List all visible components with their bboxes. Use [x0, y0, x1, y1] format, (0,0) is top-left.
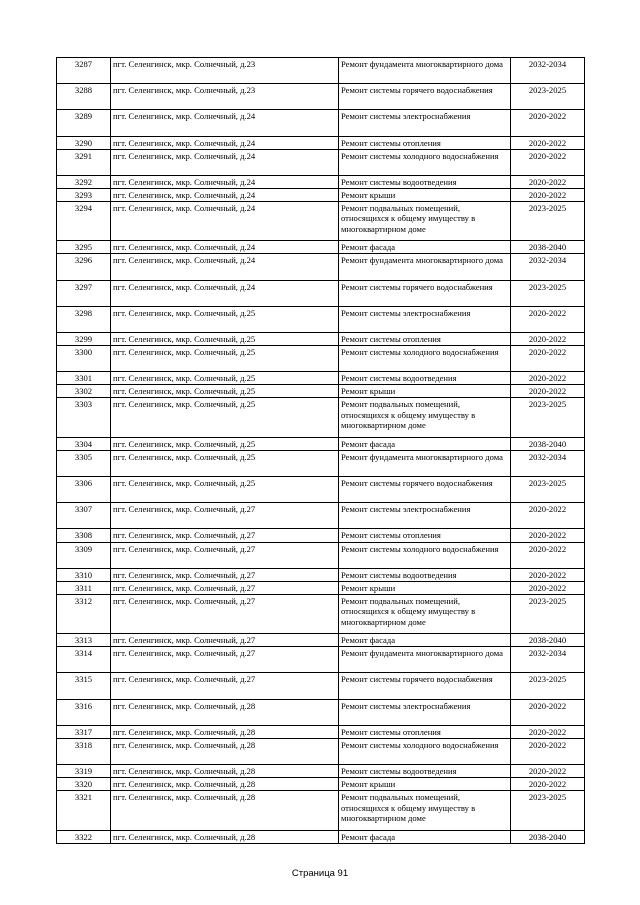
row-number: 3319 — [57, 765, 111, 778]
address-cell: пгт. Селенгинск, мкр. Солнечный, д.27 — [111, 594, 339, 633]
table-row — [57, 594, 585, 633]
work-type-cell: Ремонт крыши — [339, 778, 511, 791]
address-cell: пгт. Селенгинск, мкр. Солнечный, д.25 — [111, 450, 339, 476]
work-type-cell: Ремонт подвальных помещений, относящихся к общему имуществу в многоквартирном доме — [339, 398, 511, 437]
row-number: 3311 — [57, 581, 111, 594]
address-cell: пгт. Селенгинск, мкр. Солнечный, д.25 — [111, 477, 339, 503]
work-type-cell: Ремонт фасада — [339, 437, 511, 450]
period-cell: 2020-2022 — [511, 332, 585, 345]
period-cell: 2023-2025 — [511, 594, 585, 633]
period-cell: 2023-2025 — [511, 791, 585, 830]
table-row — [57, 136, 585, 149]
work-type-cell: Ремонт системы холодного водоснабжения — [339, 346, 511, 372]
period-cell: 2023-2025 — [511, 202, 585, 241]
address-cell: пгт. Селенгинск, мкр. Солнечный, д.28 — [111, 738, 339, 764]
address-cell: пгт. Селенгинск, мкр. Солнечный, д.27 — [111, 647, 339, 673]
period-cell: 2020-2022 — [511, 529, 585, 542]
table-row — [57, 58, 585, 84]
period-cell: 2023-2025 — [511, 280, 585, 306]
work-type-cell: Ремонт системы электроснабжения — [339, 503, 511, 529]
row-number: 3303 — [57, 398, 111, 437]
table-row — [57, 503, 585, 529]
period-cell: 2020-2022 — [511, 581, 585, 594]
row-number: 3313 — [57, 634, 111, 647]
row-number: 3296 — [57, 254, 111, 280]
address-cell: пгт. Селенгинск, мкр. Солнечный, д.25 — [111, 372, 339, 385]
row-number: 3317 — [57, 725, 111, 738]
work-type-cell: Ремонт подвальных помещений, относящихся к общему имуществу в многоквартирном доме — [339, 202, 511, 241]
row-number: 3300 — [57, 346, 111, 372]
address-cell: пгт. Селенгинск, мкр. Солнечный, д.27 — [111, 673, 339, 699]
period-cell: 2020-2022 — [511, 778, 585, 791]
table-row — [57, 634, 585, 647]
period-cell: 2020-2022 — [511, 149, 585, 175]
address-cell: пгт. Селенгинск, мкр. Солнечный, д.25 — [111, 385, 339, 398]
work-type-cell: Ремонт фасада — [339, 241, 511, 254]
table-row — [57, 306, 585, 332]
row-number: 3318 — [57, 738, 111, 764]
row-number: 3314 — [57, 647, 111, 673]
address-cell: пгт. Селенгинск, мкр. Солнечный, д.25 — [111, 346, 339, 372]
table-row — [57, 725, 585, 738]
table-row — [57, 241, 585, 254]
work-type-cell: Ремонт крыши — [339, 188, 511, 201]
work-type-cell: Ремонт крыши — [339, 385, 511, 398]
period-cell: 2020-2022 — [511, 503, 585, 529]
period-cell: 2023-2025 — [511, 84, 585, 110]
period-cell: 2032-2034 — [511, 254, 585, 280]
period-cell: 2020-2022 — [511, 372, 585, 385]
work-type-cell: Ремонт системы водоотведения — [339, 372, 511, 385]
row-number: 3289 — [57, 110, 111, 136]
table-row — [57, 84, 585, 110]
row-number: 3316 — [57, 699, 111, 725]
address-cell: пгт. Селенгинск, мкр. Солнечный, д.25 — [111, 398, 339, 437]
period-cell: 2023-2025 — [511, 673, 585, 699]
table-row — [57, 765, 585, 778]
address-cell: пгт. Селенгинск, мкр. Солнечный, д.24 — [111, 280, 339, 306]
table-row — [57, 738, 585, 764]
row-number: 3304 — [57, 437, 111, 450]
table-row — [57, 778, 585, 791]
row-number: 3302 — [57, 385, 111, 398]
work-type-cell: Ремонт системы отопления — [339, 725, 511, 738]
table-row — [57, 372, 585, 385]
repair-schedule-table — [56, 57, 585, 844]
work-type-cell: Ремонт системы горячего водоснабжения — [339, 280, 511, 306]
table-row — [57, 450, 585, 476]
row-number: 3305 — [57, 450, 111, 476]
row-number: 3291 — [57, 149, 111, 175]
work-type-cell: Ремонт системы электроснабжения — [339, 306, 511, 332]
table-row — [57, 202, 585, 241]
table-row — [57, 568, 585, 581]
table-row — [57, 647, 585, 673]
period-cell: 2020-2022 — [511, 188, 585, 201]
table-row — [57, 477, 585, 503]
period-cell: 2020-2022 — [511, 738, 585, 764]
table-row — [57, 149, 585, 175]
table-row — [57, 529, 585, 542]
period-cell: 2020-2022 — [511, 725, 585, 738]
table-row — [57, 110, 585, 136]
address-cell: пгт. Селенгинск, мкр. Солнечный, д.27 — [111, 529, 339, 542]
work-type-cell: Ремонт системы отопления — [339, 136, 511, 149]
work-type-cell: Ремонт системы холодного водоснабжения — [339, 542, 511, 568]
period-cell: 2020-2022 — [511, 110, 585, 136]
work-type-cell: Ремонт фундамента многоквартирного дома — [339, 647, 511, 673]
table-row — [57, 175, 585, 188]
period-cell: 2020-2022 — [511, 542, 585, 568]
table-row — [57, 542, 585, 568]
address-cell: пгт. Селенгинск, мкр. Солнечный, д.28 — [111, 830, 339, 843]
row-number: 3310 — [57, 568, 111, 581]
table-row — [57, 699, 585, 725]
address-cell: пгт. Селенгинск, мкр. Солнечный, д.27 — [111, 634, 339, 647]
table-row — [57, 581, 585, 594]
address-cell: пгт. Селенгинск, мкр. Солнечный, д.23 — [111, 58, 339, 84]
row-number: 3306 — [57, 477, 111, 503]
period-cell: 2038-2040 — [511, 830, 585, 843]
period-cell: 2032-2034 — [511, 647, 585, 673]
row-number: 3290 — [57, 136, 111, 149]
period-cell: 2020-2022 — [511, 175, 585, 188]
row-number: 3308 — [57, 529, 111, 542]
page-number: Страница 91 — [291, 868, 349, 879]
work-type-cell: Ремонт системы горячего водоснабжения — [339, 477, 511, 503]
period-cell: 2020-2022 — [511, 568, 585, 581]
row-number: 3297 — [57, 280, 111, 306]
period-cell: 2020-2022 — [511, 765, 585, 778]
row-number: 3299 — [57, 332, 111, 345]
address-cell: пгт. Селенгинск, мкр. Солнечный, д.25 — [111, 306, 339, 332]
address-cell: пгт. Селенгинск, мкр. Солнечный, д.24 — [111, 202, 339, 241]
work-type-cell: Ремонт системы водоотведения — [339, 175, 511, 188]
work-type-cell: Ремонт фундамента многоквартирного дома — [339, 58, 511, 84]
work-type-cell: Ремонт системы водоотведения — [339, 568, 511, 581]
work-type-cell: Ремонт крыши — [339, 581, 511, 594]
work-type-cell: Ремонт подвальных помещений, относящихся к общему имуществу в многоквартирном доме — [339, 791, 511, 830]
address-cell: пгт. Селенгинск, мкр. Солнечный, д.27 — [111, 568, 339, 581]
address-cell: пгт. Селенгинск, мкр. Солнечный, д.24 — [111, 175, 339, 188]
address-cell: пгт. Селенгинск, мкр. Солнечный, д.28 — [111, 765, 339, 778]
row-number: 3301 — [57, 372, 111, 385]
address-cell: пгт. Селенгинск, мкр. Солнечный, д.28 — [111, 778, 339, 791]
row-number: 3309 — [57, 542, 111, 568]
work-type-cell: Ремонт системы водоотведения — [339, 765, 511, 778]
row-number: 3320 — [57, 778, 111, 791]
work-type-cell: Ремонт фундамента многоквартирного дома — [339, 450, 511, 476]
period-cell: 2020-2022 — [511, 136, 585, 149]
address-cell: пгт. Селенгинск, мкр. Солнечный, д.23 — [111, 84, 339, 110]
table-row — [57, 830, 585, 843]
work-type-cell: Ремонт системы холодного водоснабжения — [339, 149, 511, 175]
row-number: 3292 — [57, 175, 111, 188]
row-number: 3307 — [57, 503, 111, 529]
row-number: 3312 — [57, 594, 111, 633]
work-type-cell: Ремонт фасада — [339, 634, 511, 647]
work-type-cell: Ремонт системы отопления — [339, 529, 511, 542]
row-number: 3298 — [57, 306, 111, 332]
table-row — [57, 254, 585, 280]
row-number: 3294 — [57, 202, 111, 241]
period-cell: 2020-2022 — [511, 699, 585, 725]
period-cell: 2020-2022 — [511, 385, 585, 398]
period-cell: 2038-2040 — [511, 634, 585, 647]
address-cell: пгт. Селенгинск, мкр. Солнечный, д.25 — [111, 437, 339, 450]
address-cell: пгт. Селенгинск, мкр. Солнечный, д.27 — [111, 503, 339, 529]
row-number: 3295 — [57, 241, 111, 254]
address-cell: пгт. Селенгинск, мкр. Солнечный, д.24 — [111, 136, 339, 149]
work-type-cell: Ремонт фундамента многоквартирного дома — [339, 254, 511, 280]
table-row — [57, 346, 585, 372]
row-number: 3321 — [57, 791, 111, 830]
table-row — [57, 398, 585, 437]
address-cell: пгт. Селенгинск, мкр. Солнечный, д.24 — [111, 241, 339, 254]
table-row — [57, 188, 585, 201]
period-cell: 2032-2034 — [511, 450, 585, 476]
document-page — [56, 57, 584, 844]
table-row — [57, 385, 585, 398]
address-cell: пгт. Селенгинск, мкр. Солнечный, д.27 — [111, 581, 339, 594]
work-type-cell: Ремонт системы горячего водоснабжения — [339, 84, 511, 110]
period-cell: 2032-2034 — [511, 58, 585, 84]
table-row — [57, 437, 585, 450]
address-cell: пгт. Селенгинск, мкр. Солнечный, д.24 — [111, 188, 339, 201]
work-type-cell: Ремонт системы холодного водоснабжения — [339, 738, 511, 764]
address-cell: пгт. Селенгинск, мкр. Солнечный, д.24 — [111, 149, 339, 175]
row-number: 3315 — [57, 673, 111, 699]
work-type-cell: Ремонт системы отопления — [339, 332, 511, 345]
period-cell: 2038-2040 — [511, 241, 585, 254]
work-type-cell: Ремонт подвальных помещений, относящихся к общему имуществу в многоквартирном доме — [339, 594, 511, 633]
address-cell: пгт. Селенгинск, мкр. Солнечный, д.28 — [111, 725, 339, 738]
period-cell: 2023-2025 — [511, 398, 585, 437]
period-cell: 2020-2022 — [511, 346, 585, 372]
table-row — [57, 791, 585, 830]
work-type-cell: Ремонт системы электроснабжения — [339, 699, 511, 725]
address-cell: пгт. Селенгинск, мкр. Солнечный, д.28 — [111, 699, 339, 725]
period-cell: 2020-2022 — [511, 306, 585, 332]
address-cell: пгт. Селенгинск, мкр. Солнечный, д.28 — [111, 791, 339, 830]
address-cell: пгт. Селенгинск, мкр. Солнечный, д.24 — [111, 110, 339, 136]
row-number: 3293 — [57, 188, 111, 201]
work-type-cell: Ремонт системы электроснабжения — [339, 110, 511, 136]
table-row — [57, 280, 585, 306]
address-cell: пгт. Селенгинск, мкр. Солнечный, д.25 — [111, 332, 339, 345]
period-cell: 2023-2025 — [511, 477, 585, 503]
address-cell: пгт. Селенгинск, мкр. Солнечный, д.24 — [111, 254, 339, 280]
table-body — [57, 58, 585, 844]
period-cell: 2038-2040 — [511, 437, 585, 450]
work-type-cell: Ремонт системы горячего водоснабжения — [339, 673, 511, 699]
table-row — [57, 673, 585, 699]
address-cell: пгт. Селенгинск, мкр. Солнечный, д.27 — [111, 542, 339, 568]
work-type-cell: Ремонт фасада — [339, 830, 511, 843]
row-number: 3288 — [57, 84, 111, 110]
row-number: 3322 — [57, 830, 111, 843]
row-number: 3287 — [57, 58, 111, 84]
table-row — [57, 332, 585, 345]
